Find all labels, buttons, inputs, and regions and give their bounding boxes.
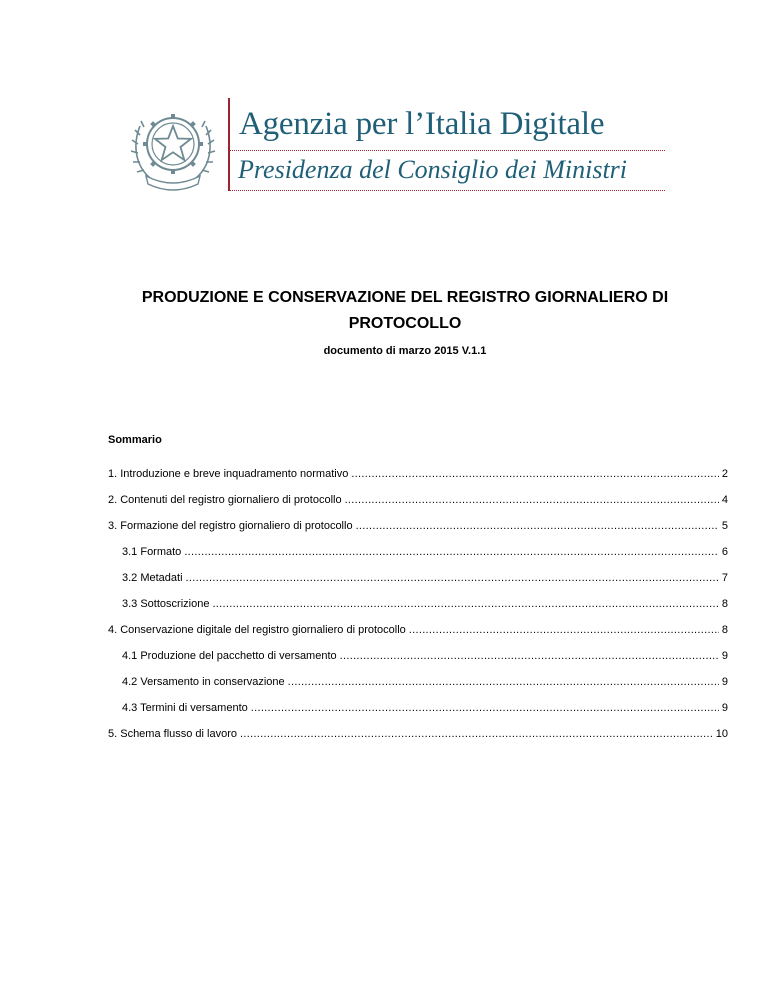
toc-page-number: 6 [721,546,728,558]
toc-entry-text: 4.2 Versamento in conservazione [122,676,285,688]
toc-page-number: 9 [721,676,728,688]
toc-entry[interactable] [108,461,728,487]
toc-page-number: 4 [721,494,728,506]
toc-entry[interactable] [108,721,728,747]
header-dotted-rule [229,150,665,151]
toc-entry-text: 3.3 Sottoscrizione [122,598,210,610]
toc-page-number: 8 [721,598,728,610]
toc-entry[interactable] [108,643,728,669]
toc-entry-text: 1. Introduzione e breve inquadramento normativo [108,468,349,480]
toc-entry[interactable] [108,669,728,695]
document-subtitle: documento di marzo 2015 V.1.1 [323,345,487,357]
toc-entry-text: 3.1 Formato [122,546,182,558]
presidency-name: Presidenza del Consiglio dei Ministri [238,155,628,184]
agency-name: Agenzia per l’Italia Digitale [239,106,605,142]
toc-entry-text: 4. Conservazione digitale del registro giornaliero di protocollo [108,624,406,636]
toc-page-number: 10 [715,728,728,740]
toc-leader-dots [409,617,719,643]
toc-leader-dots [212,591,718,617]
toc-entry[interactable] [108,513,728,539]
header-divider [228,98,230,191]
document-title: PRODUZIONE E CONSERVAZIONE DEL REGISTRO GIORNALIERO DI PROTOCOLLO [141,289,669,332]
table-of-contents [108,461,728,747]
toc-page-number: 9 [721,702,728,714]
toc-entry[interactable] [108,539,728,565]
toc-entry-text: 4.3 Termini di versamento [122,702,248,714]
toc-entry-text: 3.2 Metadati [122,572,183,584]
toc-leader-dots [345,487,719,513]
toc-entry[interactable] [108,695,728,721]
toc-entry[interactable] [108,591,728,617]
toc-heading: Sommario [108,434,162,446]
toc-page-number: 7 [721,572,728,584]
toc-leader-dots [340,643,719,669]
toc-entry-text: 2. Contenuti del registro giornaliero di protocollo [108,494,342,506]
toc-leader-dots [288,669,719,695]
toc-leader-dots [251,695,719,721]
toc-entry[interactable] [108,565,728,591]
toc-entry[interactable] [108,617,728,643]
header-dotted-rule [229,190,665,191]
toc-entry[interactable] [108,487,728,513]
toc-page-number: 9 [721,650,728,662]
toc-entry-text: 4.1 Produzione del pacchetto di versamento [122,650,337,662]
toc-leader-dots [184,539,719,565]
toc-entry-text: 5. Schema flusso di lavoro [108,728,238,740]
toc-leader-dots [186,565,719,591]
toc-page-number: 5 [721,520,728,532]
toc-leader-dots [240,721,713,747]
toc-entry-text: 3. Formazione del registro giornaliero di protocollo [108,520,353,532]
toc-leader-dots [351,461,719,487]
toc-page-number: 2 [721,468,728,480]
italian-republic-emblem-icon [128,100,218,192]
toc-page-number: 8 [721,624,728,636]
toc-leader-dots [356,513,719,539]
